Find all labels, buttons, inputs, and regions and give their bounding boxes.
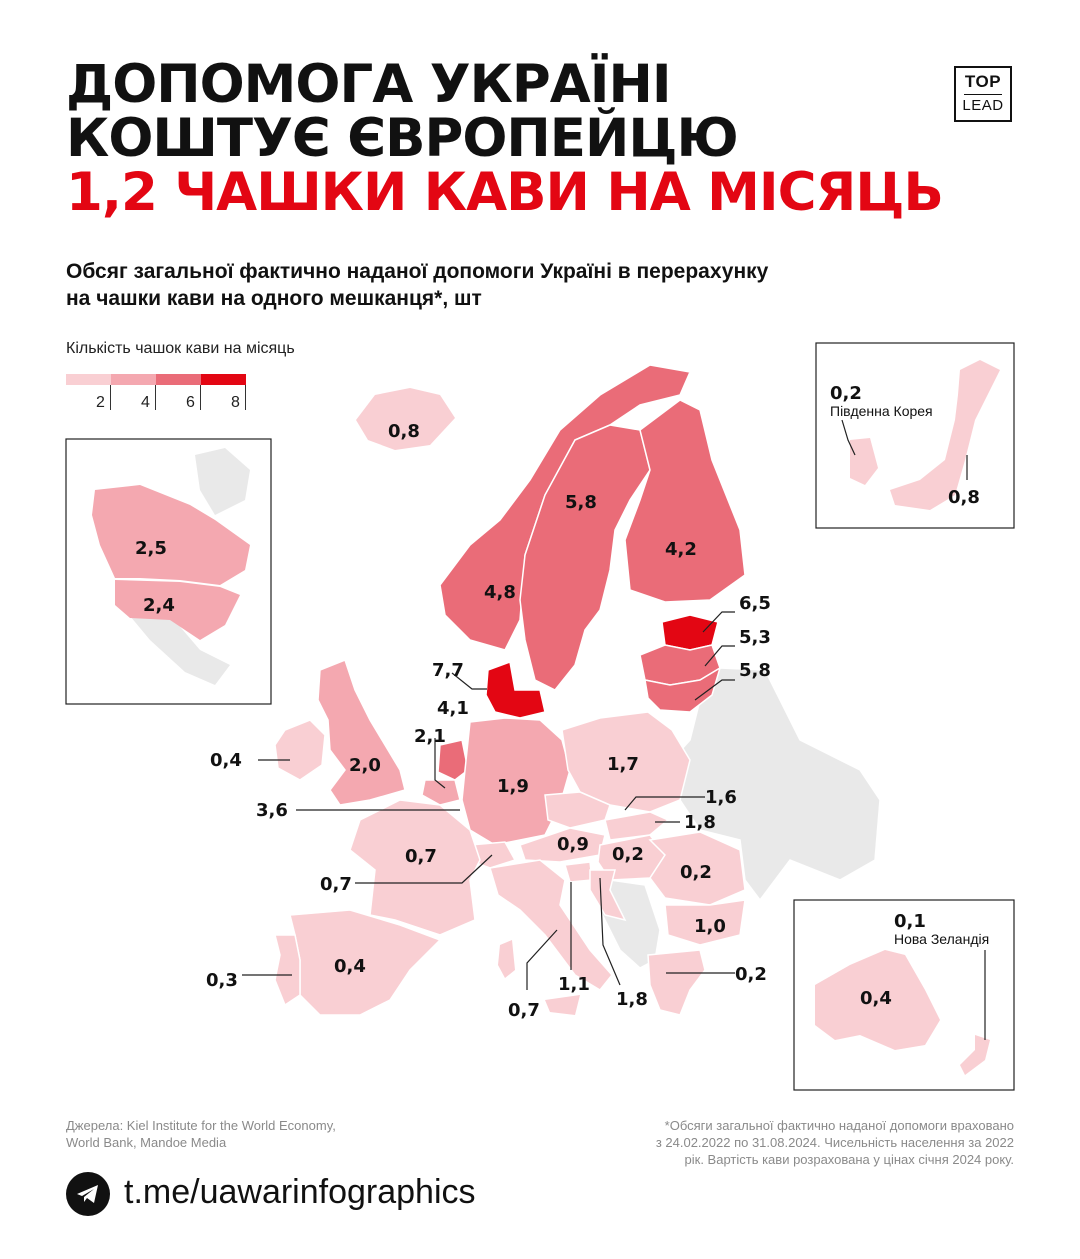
value-new-zealand: 0,1 (894, 911, 926, 932)
value-france: 0,7 (405, 846, 437, 867)
value-latvia: 5,3 (739, 627, 771, 648)
sardinia (498, 940, 515, 978)
value-italy: 0,7 (508, 1000, 540, 1021)
footnote-line-1: *Обсяги загальної фактично наданої допомоги враховано (664, 1118, 1014, 1133)
belgium (422, 780, 460, 805)
legend-label-4: 4 (141, 394, 150, 411)
slovakia (605, 812, 668, 840)
value-bulgaria: 1,0 (694, 916, 726, 937)
estonia (662, 615, 718, 650)
subtitle-line-1: Обсяг загальної фактично наданої допомоги Україні в перерахунку (66, 260, 769, 283)
legend-label-2: 2 (96, 394, 105, 411)
footnote-line-3: рік. Вартість кави розрахована у цінах січня 2024 року. (684, 1152, 1014, 1167)
title-line-3: 1,2 ЧАШКИ КАВИ НА МІСЯЦЬ (66, 162, 943, 223)
greece (648, 950, 705, 1015)
value-ireland: 0,4 (210, 750, 242, 771)
value-belgium: 2,1 (414, 726, 446, 747)
legend-label-8: 8 (231, 394, 240, 411)
label-south-korea: Південна Корея (830, 403, 933, 419)
subtitle-line-2: на чашки кави на одного мешканця*, шт (66, 287, 482, 310)
sicily (545, 995, 580, 1015)
value-luxembourg: 3,6 (256, 800, 288, 821)
value-portugal: 0,3 (206, 970, 238, 991)
japan (890, 360, 1000, 510)
telegram-icon[interactable] (66, 1172, 110, 1216)
united-kingdom (318, 660, 405, 805)
south-korea (850, 438, 878, 485)
na-grey-north (195, 448, 250, 515)
finland (625, 400, 745, 602)
value-poland: 1,7 (607, 754, 639, 775)
value-switzerland: 0,7 (320, 874, 352, 895)
legend-title: Кількість чашок кави на місяць (66, 340, 295, 357)
logo-bottom-text: LEAD (962, 97, 1004, 114)
value-germany: 1,9 (497, 776, 529, 797)
value-slovakia: 1,8 (684, 812, 716, 833)
france (350, 800, 480, 935)
value-norway: 4,8 (484, 582, 516, 603)
value-lithuania: 5,8 (739, 660, 771, 681)
value-romania: 0,2 (680, 862, 712, 883)
value-iceland: 0,8 (388, 421, 420, 442)
value-austria: 0,9 (557, 834, 589, 855)
value-united-kingdom: 2,0 (349, 755, 381, 776)
slovenia (565, 862, 592, 882)
value-sweden: 5,8 (565, 492, 597, 513)
value-finland: 4,2 (665, 539, 697, 560)
value-united-states: 2,4 (143, 595, 175, 616)
ireland (275, 720, 325, 780)
footnote (584, 1117, 1014, 1168)
value-slovenia: 1,1 (558, 974, 590, 995)
new-zealand (960, 1035, 990, 1075)
logo-top-text: TOP (964, 72, 1002, 91)
value-spain: 0,4 (334, 956, 366, 977)
value-netherlands: 4,1 (437, 698, 469, 719)
value-south-korea: 0,2 (830, 383, 862, 404)
value-croatia: 1,8 (616, 989, 648, 1010)
sources-line-1: Джерела: Kiel Institute for the World Economy, (66, 1118, 336, 1133)
title-line-1: ДОПОМОГА УКРАЇНІ (66, 54, 671, 115)
sources-line-2: World Bank, Mandoe Media (66, 1135, 227, 1150)
label-new-zealand: Нова Зеландія (894, 931, 990, 947)
footnote-line-2: з 24.02.2022 по 31.08.2024. Чисельність населення за 2022 (655, 1135, 1014, 1150)
value-hungary: 0,2 (612, 844, 644, 865)
value-estonia: 6,5 (739, 593, 771, 614)
value-australia: 0,4 (860, 988, 892, 1009)
value-denmark: 7,7 (432, 660, 464, 681)
portugal (275, 935, 300, 1005)
value-czechia: 1,6 (705, 787, 737, 808)
value-greece: 0,2 (735, 964, 767, 985)
value-canada: 2,5 (135, 538, 167, 559)
value-japan: 0,8 (948, 487, 980, 508)
telegram-link[interactable]: t.me/uawarinfographics (124, 1173, 476, 1211)
sources (66, 1117, 426, 1151)
legend-label-6: 6 (186, 394, 195, 411)
title-line-2: КОШТУЄ ЄВРОПЕЙЦЮ (66, 108, 738, 169)
